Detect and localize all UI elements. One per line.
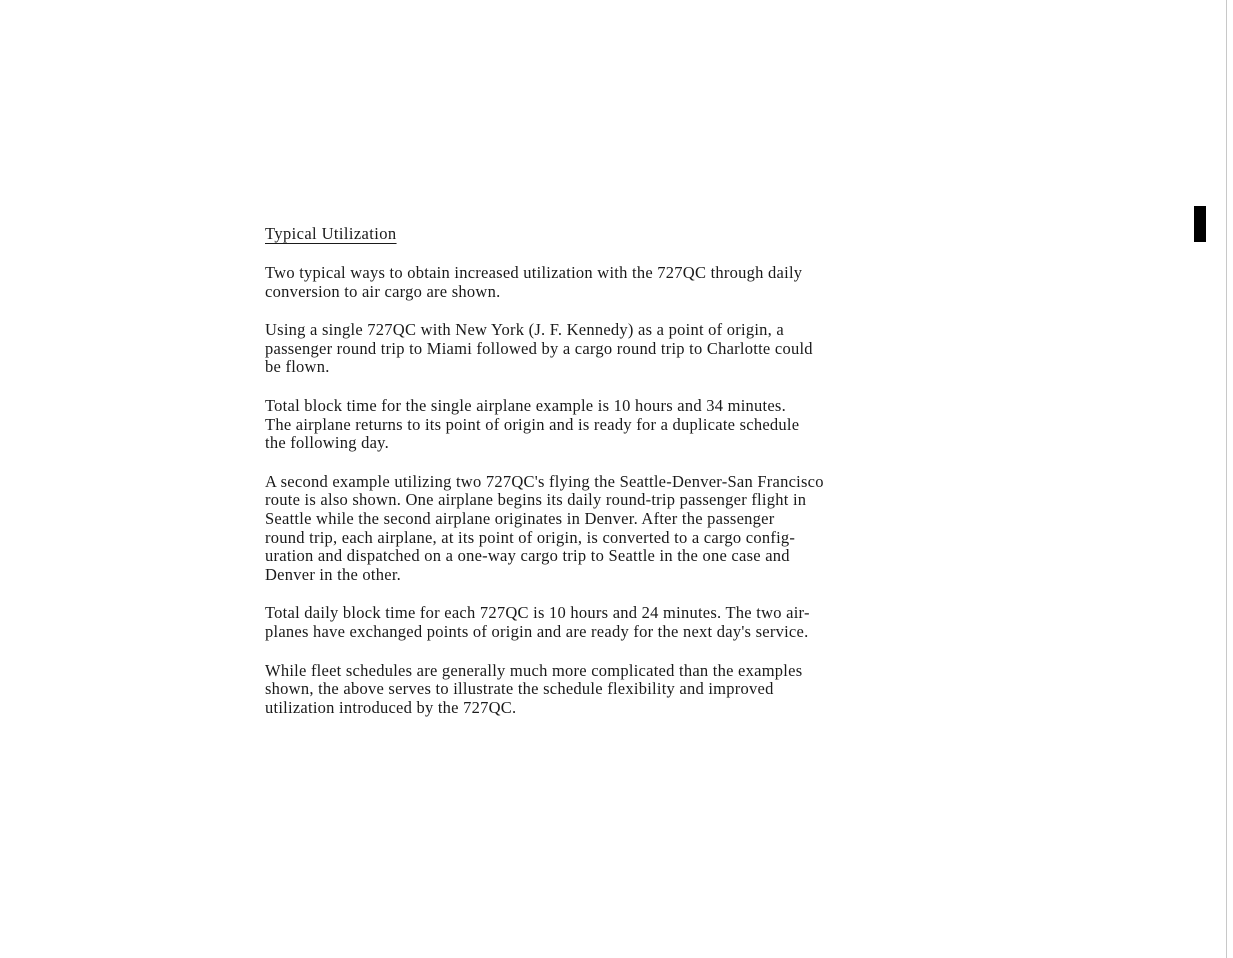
paragraph-single-airplane-block-time: Total block time for the single airplane example is 10 hours and 34 minutes. The airplane returns to its point of origin and is ready for a duplicate schedule the following day. xyxy=(265,395,800,453)
page-edge-line xyxy=(1226,0,1227,958)
paragraph-two-airplane-route: A second example utilizing two 727QC's flying the Seattle-Denver-San Francisco route is also shown. One airplane begins its daily round-trip passenger flight in Seattle while the second airplane originates in Denver. After the passenger round trip, each airplane, at its point of origin, is converted to a cargo config- uration and dispatched on a one-way cargo trip to Seattle in the one case and Denver in the other. xyxy=(265,471,824,584)
document-body xyxy=(265,224,945,737)
registration-mark xyxy=(1194,206,1206,242)
paragraph-intro: Two typical ways to obtain increased utilization with the 727QC through daily conversion to air cargo are shown. xyxy=(265,263,803,301)
paragraph-two-airplane-block-time: Total daily block time for each 727QC is 10 hours and 24 minutes. The two air- planes have exchanged points of origin and are ready for the next day's service. xyxy=(265,603,810,641)
paragraph-single-airplane-route: Using a single 727QC with New York (J. F. Kennedy) as a point of origin, a passenger round trip to Miami followed by a cargo round trip to Charlotte could be flown. xyxy=(265,320,813,377)
section-heading: Typical Utilization xyxy=(265,224,397,243)
paragraph-conclusion: While fleet schedules are generally much more complicated than the examples shown, the above serves to illustrate the schedule flexibility and improved utilization introduced by the 727QC. xyxy=(265,660,803,717)
